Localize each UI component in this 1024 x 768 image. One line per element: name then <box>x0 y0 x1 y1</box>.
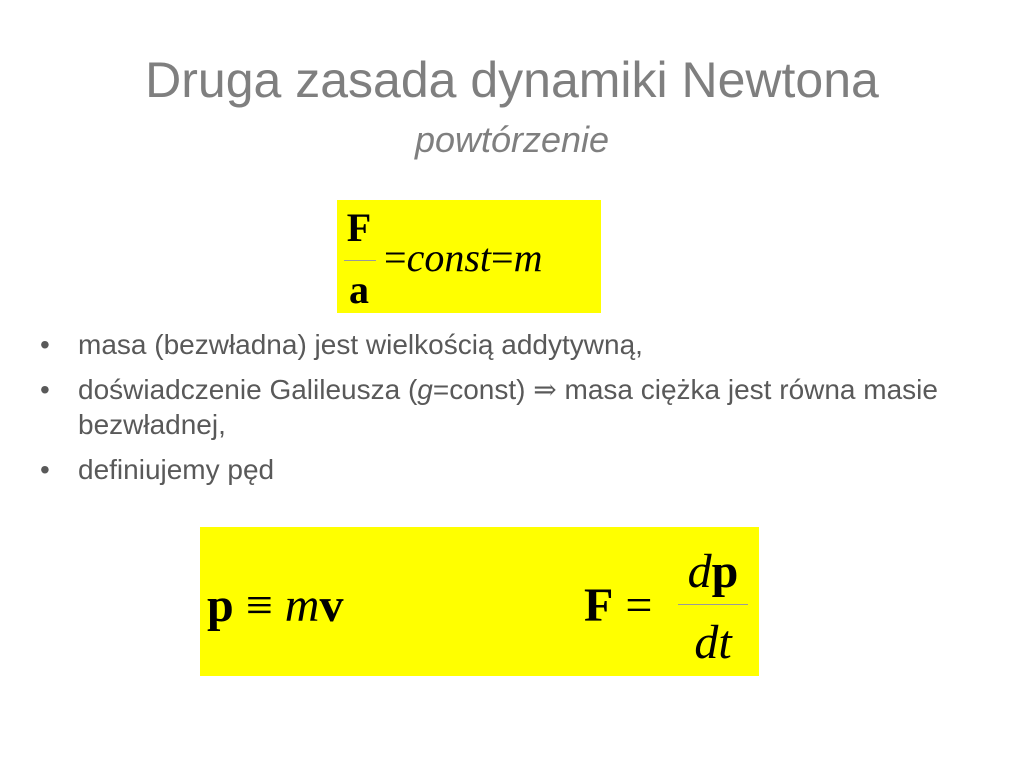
equivalence-sign: ≡ <box>245 579 273 632</box>
list-item-text: definiujemy pęd <box>78 454 275 485</box>
momentum-symbol: p <box>711 545 739 598</box>
list-item-text-start: doświadczenie Galileusza ( <box>78 374 418 405</box>
formula-acceleration-denominator: a <box>349 267 369 312</box>
formula-force-numerator: F <box>346 205 372 250</box>
fraction-line <box>344 260 376 261</box>
const-term: const <box>406 235 491 280</box>
slide-subtitle: powtórzenie <box>414 119 610 160</box>
list-item <box>40 453 970 487</box>
mass-symbol: m <box>284 579 320 632</box>
velocity-symbol: v <box>319 579 344 632</box>
equals-sign: = <box>625 579 653 632</box>
formula-dp-numerator <box>678 546 748 598</box>
equals-sign: = <box>432 374 450 405</box>
bullet-marker: • <box>40 329 50 360</box>
formula-momentum-definition <box>207 580 343 632</box>
differential-d: d <box>687 545 712 598</box>
mass-symbol: m <box>513 235 543 280</box>
bullet-marker: • <box>40 374 50 405</box>
list-item <box>40 373 970 442</box>
formula-mass-rhs <box>384 236 542 280</box>
equals-sign: = <box>491 235 514 280</box>
force-symbol: F <box>584 579 614 632</box>
formula-force-lhs <box>584 580 652 632</box>
list-item-text-end: masa ciężka jest równa masie bezwładnej, <box>78 374 938 440</box>
list-item-text: masa (bezwładna) jest wielkością addytywną, <box>78 329 643 360</box>
equals-sign: = <box>384 235 407 280</box>
momentum-symbol: p <box>207 579 234 632</box>
gravity-symbol: g <box>417 374 433 405</box>
formula-dt-denominator: dt <box>694 616 732 669</box>
bullet-list <box>40 328 970 498</box>
implies-arrow-icon: ⇒ <box>533 375 557 406</box>
bullet-marker: • <box>40 454 50 485</box>
list-item <box>40 328 970 362</box>
slide-title: Druga zasada dynamiki Newtona <box>145 52 879 108</box>
list-item-text-mid: const) <box>449 374 534 405</box>
fraction-line <box>678 604 748 605</box>
